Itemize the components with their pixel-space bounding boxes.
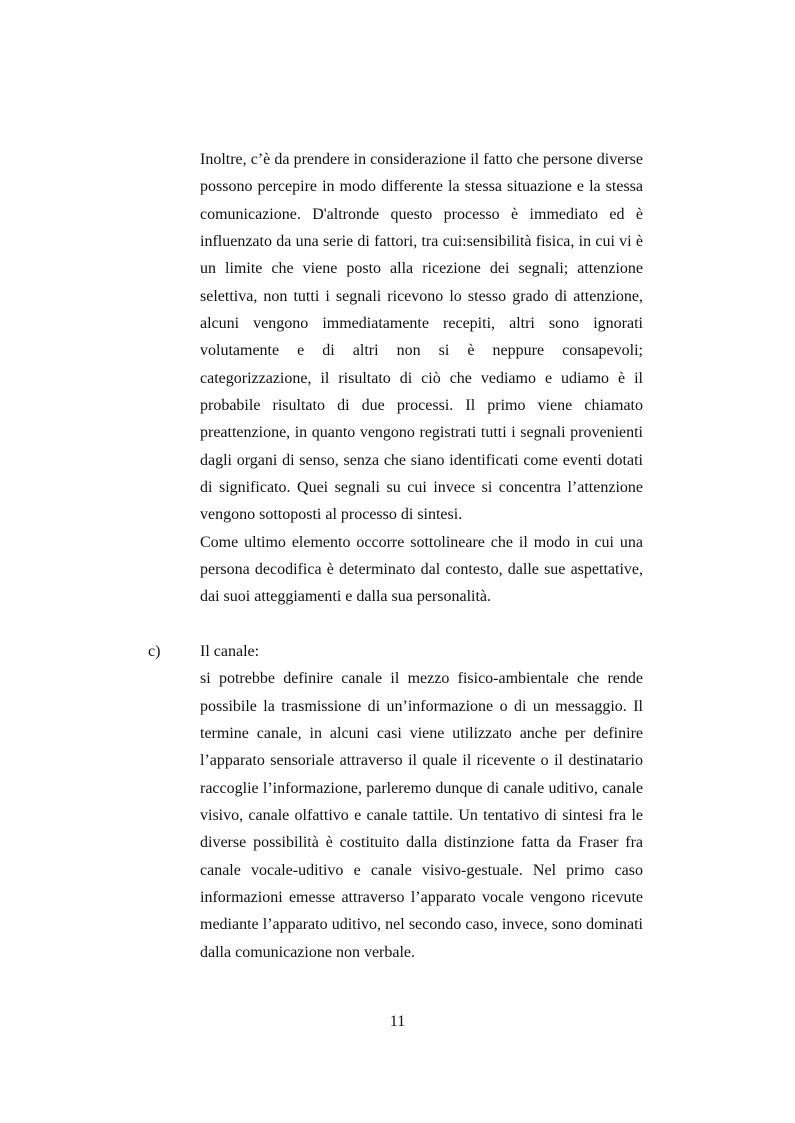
paragraph-line: possibile la trasmissione di un’informazione o di un messaggio. Il xyxy=(200,698,643,715)
list-marker: c) xyxy=(148,643,161,660)
paragraph-line: termine canale, in alcuni casi viene utilizzato anche per definire xyxy=(200,725,643,742)
paragraph-line: diverse possibilità è costituito dalla distinzione fatta da Fraser fra xyxy=(200,834,643,851)
paragraph-line: si potrebbe definire canale il mezzo fisico-ambientale che rende xyxy=(200,670,643,687)
paragraph-line: selettiva, non tutti i segnali ricevono lo stesso grado di attenzione, xyxy=(200,288,643,305)
paragraph-line: dai suoi atteggiamenti e dalla sua personalità. xyxy=(200,588,492,605)
paragraph-line: possono percepire in modo differente la stessa situazione e la stessa xyxy=(200,178,643,195)
paragraph-line: canale vocale-uditivo e canale visivo-gestuale. Nel primo caso xyxy=(200,862,643,879)
paragraph-line: categorizzazione, il risultato di ciò che vediamo e udiamo è il xyxy=(200,370,643,387)
paragraph-line: dagli organi di senso, senza che siano identificati come eventi dotati xyxy=(200,452,643,469)
paragraph-line: alcuni vengono immediatamente recepiti, altri sono ignorati xyxy=(200,315,643,332)
paragraph-line: vengono sottoposti al processo di sintesi. xyxy=(200,506,463,523)
paragraph-line: probabile risultato di due processi. Il primo viene chiamato xyxy=(200,397,643,414)
paragraph-line: di significato. Quei segnali su cui invece si concentra l’attenzione xyxy=(200,479,643,496)
paragraph-line: influenzato da una serie di fattori, tra cui:sensibilità fisica, in cui vi è xyxy=(200,233,643,250)
section-heading: Il canale: xyxy=(200,643,260,660)
paragraph-line: Come ultimo elemento occorre sottolineare che il modo in cui una xyxy=(200,534,643,551)
page-number: 11 xyxy=(389,1013,406,1030)
paragraph-line: raccoglie l’informazione, parleremo dunque di canale uditivo, canale xyxy=(200,780,643,797)
paragraph-line: Inoltre, c’è da prendere in considerazione il fatto che persone diverse xyxy=(200,151,643,168)
paragraph-line: persona decodifica è determinato dal contesto, dalle sue aspettative, xyxy=(200,561,643,578)
paragraph-line: un limite che viene posto alla ricezione dei segnali; attenzione xyxy=(200,260,643,277)
paragraph-line: mediante l’apparato uditivo, nel secondo caso, invece, sono dominati xyxy=(200,916,643,933)
paragraph-line: volutamente e di altri non si è neppure consapevoli; xyxy=(200,342,643,359)
paragraph-line: dalla comunicazione non verbale. xyxy=(200,944,416,961)
paragraph-line: l’apparato sensoriale attraverso il quale il ricevente o il destinatario xyxy=(200,752,643,769)
paragraph-line: preattenzione, in quanto vengono registrati tutti i segnali provenienti xyxy=(200,424,643,441)
paragraph-line: comunicazione. D'altronde questo processo è immediato ed è xyxy=(200,206,643,223)
paragraph-line: visivo, canale olfattivo e canale tattile. Un tentativo di sintesi fra le xyxy=(200,807,643,824)
paragraph-line: informazioni emesse attraverso l’apparato vocale vengono ricevute xyxy=(200,889,643,906)
